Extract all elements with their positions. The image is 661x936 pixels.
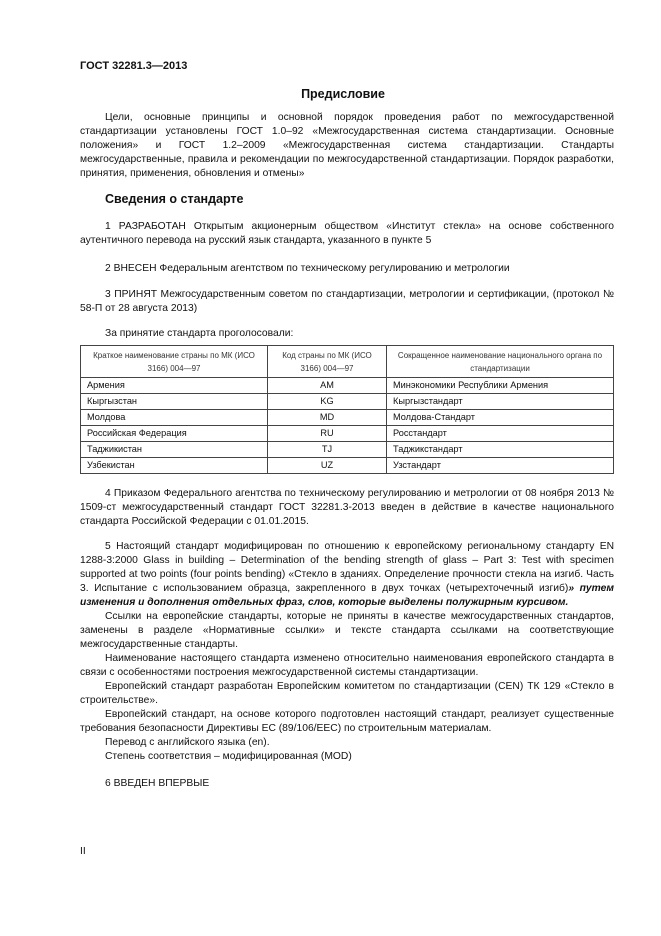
table-cell-authority: Минэкономики Республики Армения xyxy=(387,378,614,394)
table-header-row xyxy=(81,346,614,378)
paragraph-5-cen-note: Европейский стандарт разработан Европейским комитетом по стандартизации (CEN) ТК 129 «Стекло в строительстве». xyxy=(80,681,614,706)
table-header-code: Код страны по МК (ИСО 3166) 004—97 xyxy=(268,346,387,378)
paragraph-2: 2 ВНЕСЕН Федеральным агентством по техническому регулированию и метрологии xyxy=(105,263,510,274)
document-header: ГОСТ 32281.3—2013 xyxy=(80,60,188,72)
table-cell-code: KG xyxy=(268,394,387,410)
table-cell-country: Молдова xyxy=(81,410,268,426)
table-cell-country: Армения xyxy=(81,378,268,394)
table-cell-authority: Таджикстандарт xyxy=(387,442,614,458)
table-cell-authority: Росстандарт xyxy=(387,426,614,442)
vote-intro-block xyxy=(80,327,614,341)
paragraph-5-block xyxy=(80,540,614,764)
foreword-title: Предисловие xyxy=(301,87,385,101)
table-header-authority: Сокращенное наименование национального органа по стандартизации xyxy=(387,346,614,378)
paragraph-6-block xyxy=(80,777,614,791)
table-row xyxy=(81,442,614,458)
table-row xyxy=(81,410,614,426)
paragraph-3-block xyxy=(80,288,614,316)
table-cell-authority: Молдова-Стандарт xyxy=(387,410,614,426)
table-row xyxy=(81,458,614,474)
paragraph-1-block xyxy=(80,220,614,248)
table-header-country: Краткое наименование страны по МК (ИСО 3166) 004—97 xyxy=(81,346,268,378)
paragraph-5-title-note: Наименование настоящего стандарта изменено относительно наименования европейского стандарта в связи с особенностями построения межгосударственной системы стандартизации. xyxy=(80,653,614,678)
foreword-paragraph: Цели, основные принципы и основной порядок проведения работ по межгосударственной стандартизации установлены ГОСТ 1.0–92 «Межгосударственная система стандартизации. Основные положения» и ГОСТ 1.2–2009 «Межгосударственная система стандартизации. Стандарты межгосударственные, правила и рекомендации по межгосударственной стандартизации. Порядок разработки, принятия, применения, обновления и отмены» xyxy=(80,112,614,179)
table-cell-authority: Узстандарт xyxy=(387,458,614,474)
paragraph-5-emphasis: » путем изменения и дополнения отдельных фраз, слов, которые выделены полужирным курсивом. xyxy=(80,583,615,608)
table-cell-country: Узбекистан xyxy=(81,458,268,474)
paragraph-6: 6 ВВЕДЕН ВПЕРВЫЕ xyxy=(105,778,210,789)
page-number: II xyxy=(80,846,86,857)
foreword-text-block xyxy=(80,111,614,181)
table-row xyxy=(81,394,614,410)
paragraph-4-block xyxy=(80,487,614,529)
paragraph-5-text: 5 Настоящий стандарт модифицирован по отношению к европейскому региональному стандарту EN 1288-3:2000 Glass in building – Determination of the bending strength of glass – Part 3: Test with specimen supported at two points (four points bending) «Стекло в зданиях. Определение прочности стекла на изгиб. Часть 3. Испытание с использованием образца, закрепленного в двух точках (четырехточечный изгиб) xyxy=(80,541,614,594)
table-cell-country: Таджикистан xyxy=(81,442,268,458)
table-cell-code: UZ xyxy=(268,458,387,474)
table-row xyxy=(81,426,614,442)
table-cell-country: Кыргызстан xyxy=(81,394,268,410)
table-cell-code: MD xyxy=(268,410,387,426)
table-cell-authority: Кыргызстандарт xyxy=(387,394,614,410)
paragraph-4: 4 Приказом Федерального агентства по техническому регулированию и метрологии от 08 ноября 2013 № 1509-ст межгосударственный стандарт ГОСТ 32281.3-2013 введен в действие в качестве национального стандарта Российской Федерации с 01.01.2015. xyxy=(80,488,614,527)
vote-table xyxy=(80,345,614,474)
paragraph-5-references: Ссылки на европейские стандарты, которые не приняты в качестве межгосударственных стандартов, заменены в разделе «Нормативные ссылки» и тексте стандарта ссылками на соответствующие межгосударственные стандарты. xyxy=(80,611,614,650)
table-cell-country: Российская Федерация xyxy=(81,426,268,442)
paragraph-5-translation: Перевод с английского языка (en). xyxy=(105,737,270,748)
vote-intro: За принятие стандарта проголосовали: xyxy=(105,328,294,339)
table-cell-code: TJ xyxy=(268,442,387,458)
table-cell-code: AM xyxy=(268,378,387,394)
table-cell-code: RU xyxy=(268,426,387,442)
paragraph-1: 1 РАЗРАБОТАН Открытым акционерным обществом «Институт стекла» на основе собственного аутентичного перевода на русский язык стандарта, указанного в пункте 5 xyxy=(80,221,614,246)
table-row xyxy=(81,378,614,394)
paragraph-5-degree: Степень соответствия – модифицированная (MOD) xyxy=(105,751,352,762)
paragraph-5 xyxy=(80,540,614,610)
paragraph-5-directive-note: Европейский стандарт, на основе которого подготовлен настоящий стандарт, реализует существенные требования безопасности Директивы ЕС (89/106/EEC) по строительным материалам. xyxy=(80,709,614,734)
paragraph-3: 3 ПРИНЯТ Межгосударственным советом по стандартизации, метрологии и сертификации, (протокол № 58-П от 28 августа 2013) xyxy=(80,289,614,314)
paragraph-2-block xyxy=(80,262,614,276)
info-title: Сведения о стандарте xyxy=(105,192,244,206)
